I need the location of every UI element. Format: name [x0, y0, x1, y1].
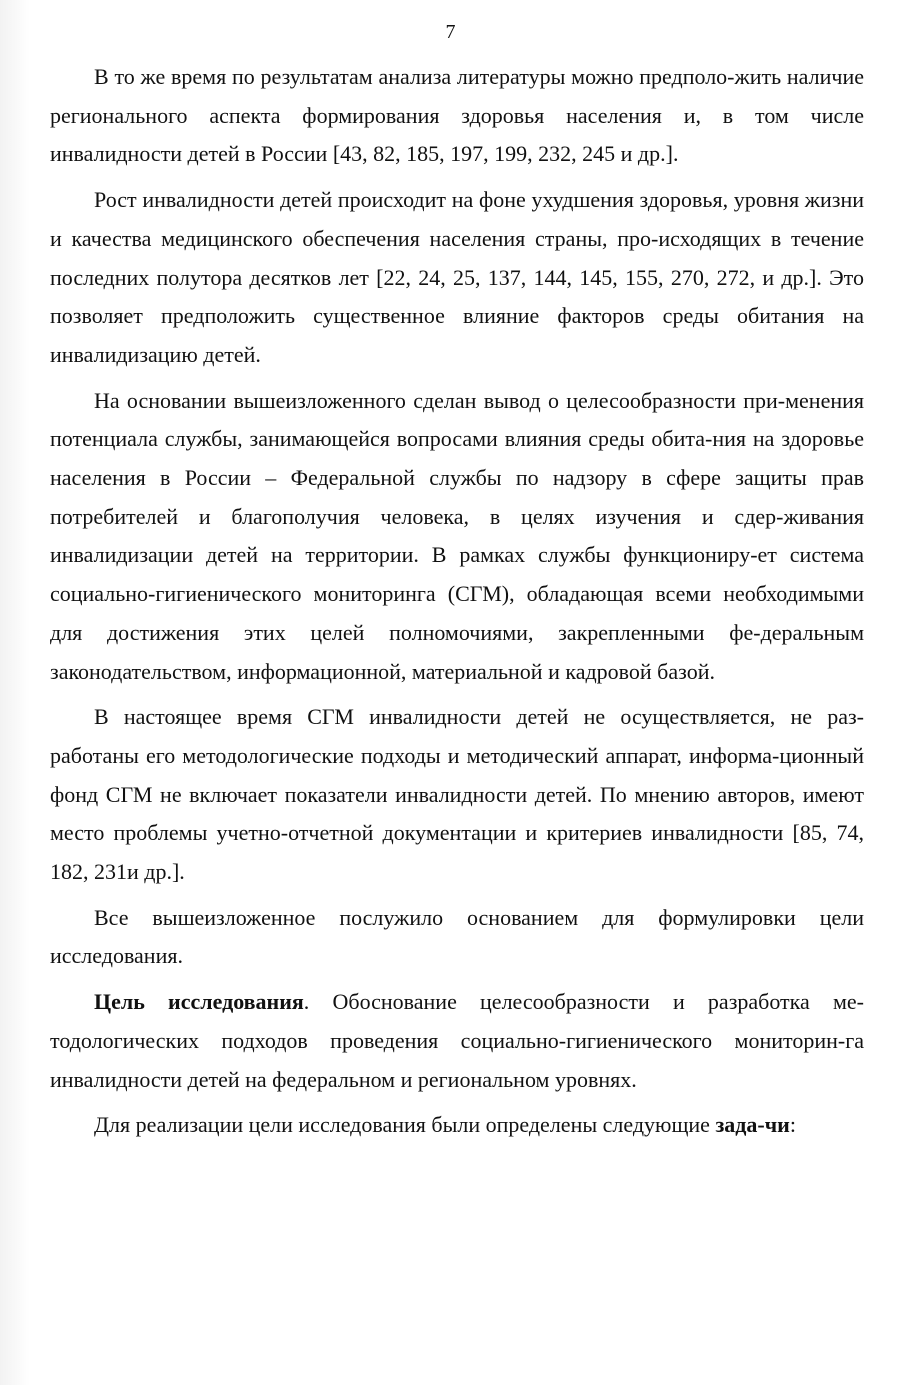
body-text — [50, 58, 864, 1152]
page-number: 7 — [445, 21, 456, 43]
paragraph-current-state: В настоящее время СГМ инвалидности детей не осуществляется, не раз-работаны его методологические подходы и методический аппарат, информа-ционный фонд СГМ не включает показатели инвалидности детей. По мнению авторов, имеют место проблемы учетно-отчетной документации и критериев инвалидности [85, 74, 182, 231и др.]. — [50, 704, 864, 885]
tasks-label: зада-чи — [715, 1112, 790, 1138]
paragraph-tasks-intro — [50, 1106, 864, 1145]
paragraph-disability-growth: Рост инвалидности детей происходит на фоне ухудшения здоровья, уровня жизни и качества медицинского обеспечения населения страны, про-исходящих в течение последних полутора десятков лет [22, 24, 25, 137, 144, 145, 155, 270, 272, и др.]. Это позволяет предположить существенное влияние факторов среды обитания на инвалидизацию детей. — [50, 187, 864, 367]
scan-edge-shadow — [0, 0, 30, 1385]
paragraph-service-conclusion: На основании вышеизложенного сделан вывод о целесообразности при-менения потенциала службы, занимающейся вопросами влияния среды обита-ния на здоровье населения в России – Федеральной службы по надзору в сфере защиты прав потребителей и благополучия человека, в целях изучения и сдер-живания инвалидизации детей на территории. В рамках службы функциониру-ет система социально-гигиенического мониторинга (СГМ), обладающая всеми необходимыми для достижения этих целей полномочиями, закрепленными фе-деральным законодательством, информационной, материальной и кадровой базой. — [50, 387, 864, 684]
paragraph-basis: Все вышеизложенное послужило основанием для формулировки цели исследования. — [50, 904, 864, 969]
tasks-intro-text: Для реализации цели исследования были определены следующие — [94, 1112, 716, 1138]
paragraph-goal — [50, 983, 864, 1099]
goal-text: . Обоснование целесообразности и разработка ме-тодологических подходов проведения социально-гигиенического мониторин-га инвалидности детей на федеральном и региональном уровнях. — [50, 989, 864, 1092]
tasks-colon: : — [789, 1112, 796, 1138]
paragraph-regional-aspect: В то же время по результатам анализа литературы можно предполо-жить наличие регионального аспекта формирования здоровья населения и, в том числе инвалидности детей в России [43, 82, 185, 197, 199, 232, 245 и др.]. — [50, 64, 864, 167]
goal-label: Цель исследования — [94, 989, 304, 1015]
